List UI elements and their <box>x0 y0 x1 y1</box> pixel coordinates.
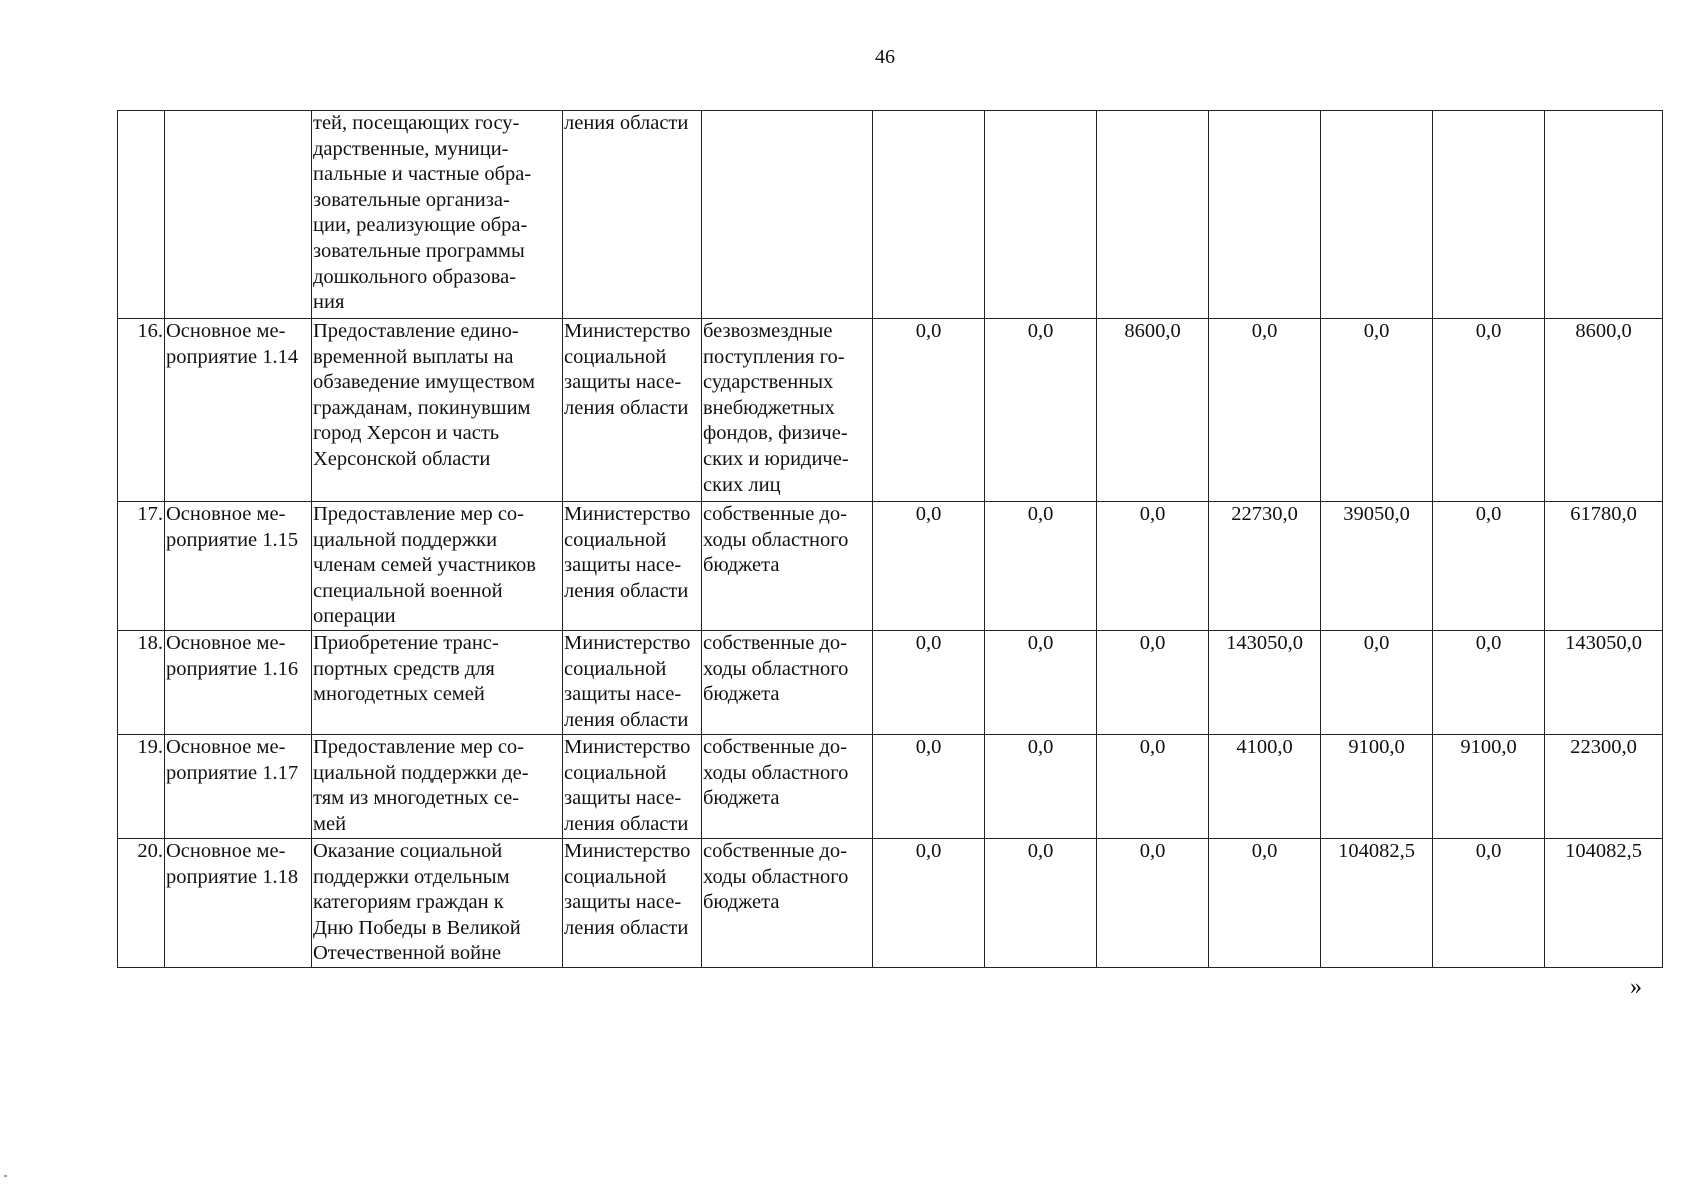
cell-value: 0,0 <box>1433 502 1545 631</box>
row-number: 19. <box>118 735 165 839</box>
row-number: 16. <box>118 319 165 502</box>
cell-event: Основное ме- роприятие 1.17 <box>165 735 312 839</box>
cell-executor: Министерство социальной защиты насе- ления области <box>563 319 702 502</box>
cell-value: 0,0 <box>985 839 1097 968</box>
row-number: 20. <box>118 839 165 968</box>
cell-source: собственные до- ходы областного бюджета <box>702 735 873 839</box>
cell-event: Основное ме- роприятие 1.14 <box>165 319 312 502</box>
program-events-table <box>117 110 1663 968</box>
cell-executor: Министерство социальной защиты насе- ления области <box>563 502 702 631</box>
table-row <box>118 631 1663 735</box>
cell-value <box>1545 111 1663 319</box>
cell-value: 0,0 <box>985 319 1097 502</box>
scan-artifact <box>4 1175 7 1177</box>
cell-value: 0,0 <box>985 502 1097 631</box>
cell-source: собственные до- ходы областного бюджета <box>702 502 873 631</box>
cell-value: 0,0 <box>873 502 985 631</box>
cell-value <box>985 111 1097 319</box>
cell-value: 4100,0 <box>1209 735 1321 839</box>
cell-total: 143050,0 <box>1545 631 1663 735</box>
cell-value: 0,0 <box>1097 631 1209 735</box>
cell-source: собственные до- ходы областного бюджета <box>702 839 873 968</box>
cell-total: 104082,5 <box>1545 839 1663 968</box>
cell-value: 0,0 <box>873 839 985 968</box>
row-number: 17. <box>118 502 165 631</box>
cell-executor: Министерство социальной защиты насе- ления области <box>563 631 702 735</box>
cell-value: 0,0 <box>873 319 985 502</box>
cell-name: Предоставление едино- временной выплаты на обзаведение имуществом гражданам, покинувшим город Херсон и часть Херсонской области <box>312 319 563 502</box>
row-number: 18. <box>118 631 165 735</box>
cell-total: 61780,0 <box>1545 502 1663 631</box>
cell-event: Основное ме- роприятие 1.16 <box>165 631 312 735</box>
cell-name: Приобретение транс- портных средств для многодетных семей <box>312 631 563 735</box>
cell-value: 0,0 <box>1097 502 1209 631</box>
cell-name: Предоставление мер со- циальной поддержки де- тям из многодетных се- мей <box>312 735 563 839</box>
cell-executor: ления области <box>563 111 702 319</box>
cell-value: 0,0 <box>873 735 985 839</box>
cell-value: 9100,0 <box>1433 735 1545 839</box>
cell-name: Предоставление мер со- циальной поддержки членам семей участников специальной военной операции <box>312 502 563 631</box>
cell-value <box>1321 111 1433 319</box>
cell-value: 22730,0 <box>1209 502 1321 631</box>
cell-value: 39050,0 <box>1321 502 1433 631</box>
cell-num <box>118 111 165 319</box>
cell-source: собственные до- ходы областного бюджета <box>702 631 873 735</box>
cell-value: 0,0 <box>1321 319 1433 502</box>
cell-event <box>165 111 312 319</box>
cell-value: 0,0 <box>1209 839 1321 968</box>
cell-value <box>1433 111 1545 319</box>
cell-value <box>873 111 985 319</box>
cell-value: 143050,0 <box>1209 631 1321 735</box>
cell-value <box>1209 111 1321 319</box>
cell-total: 22300,0 <box>1545 735 1663 839</box>
cell-value: 0,0 <box>1097 735 1209 839</box>
cell-source: безвозмездные поступления го- сударственных внебюджетных фондов, физиче- ских и юридиче- ских лиц <box>702 319 873 502</box>
cell-source <box>702 111 873 319</box>
cell-name: Оказание социальной поддержки отдельным категориям граждан к Дню Победы в Великой Отечественной войне <box>312 839 563 968</box>
page-number: 46 <box>875 46 895 68</box>
cell-value: 0,0 <box>1097 839 1209 968</box>
cell-value: 0,0 <box>1433 631 1545 735</box>
cell-value <box>1097 111 1209 319</box>
cell-executor: Министерство социальной защиты насе- ления области <box>563 735 702 839</box>
cell-total: 8600,0 <box>1545 319 1663 502</box>
cell-value: 8600,0 <box>1097 319 1209 502</box>
cell-value: 0,0 <box>873 631 985 735</box>
cell-value: 0,0 <box>1209 319 1321 502</box>
closing-quote-mark: » <box>1630 974 1642 1000</box>
cell-event: Основное ме- роприятие 1.15 <box>165 502 312 631</box>
cell-value: 0,0 <box>985 631 1097 735</box>
table-row <box>118 502 1663 631</box>
cell-event: Основное ме- роприятие 1.18 <box>165 839 312 968</box>
table-row <box>118 319 1663 502</box>
cell-value: 0,0 <box>1433 319 1545 502</box>
cell-value: 0,0 <box>1433 839 1545 968</box>
table-row <box>118 839 1663 968</box>
cell-executor: Министерство социальной защиты насе- ления области <box>563 839 702 968</box>
cell-value: 0,0 <box>985 735 1097 839</box>
continuation-row <box>118 111 1663 319</box>
cell-value: 0,0 <box>1321 631 1433 735</box>
table-row <box>118 735 1663 839</box>
cell-name: тей, посещающих госу- дарственные, муници- пальные и частные обра- зовательные организа- ции, реализующие обра- зовательные программы дошкольного образова- ния <box>312 111 563 319</box>
cell-value: 9100,0 <box>1321 735 1433 839</box>
cell-value: 104082,5 <box>1321 839 1433 968</box>
